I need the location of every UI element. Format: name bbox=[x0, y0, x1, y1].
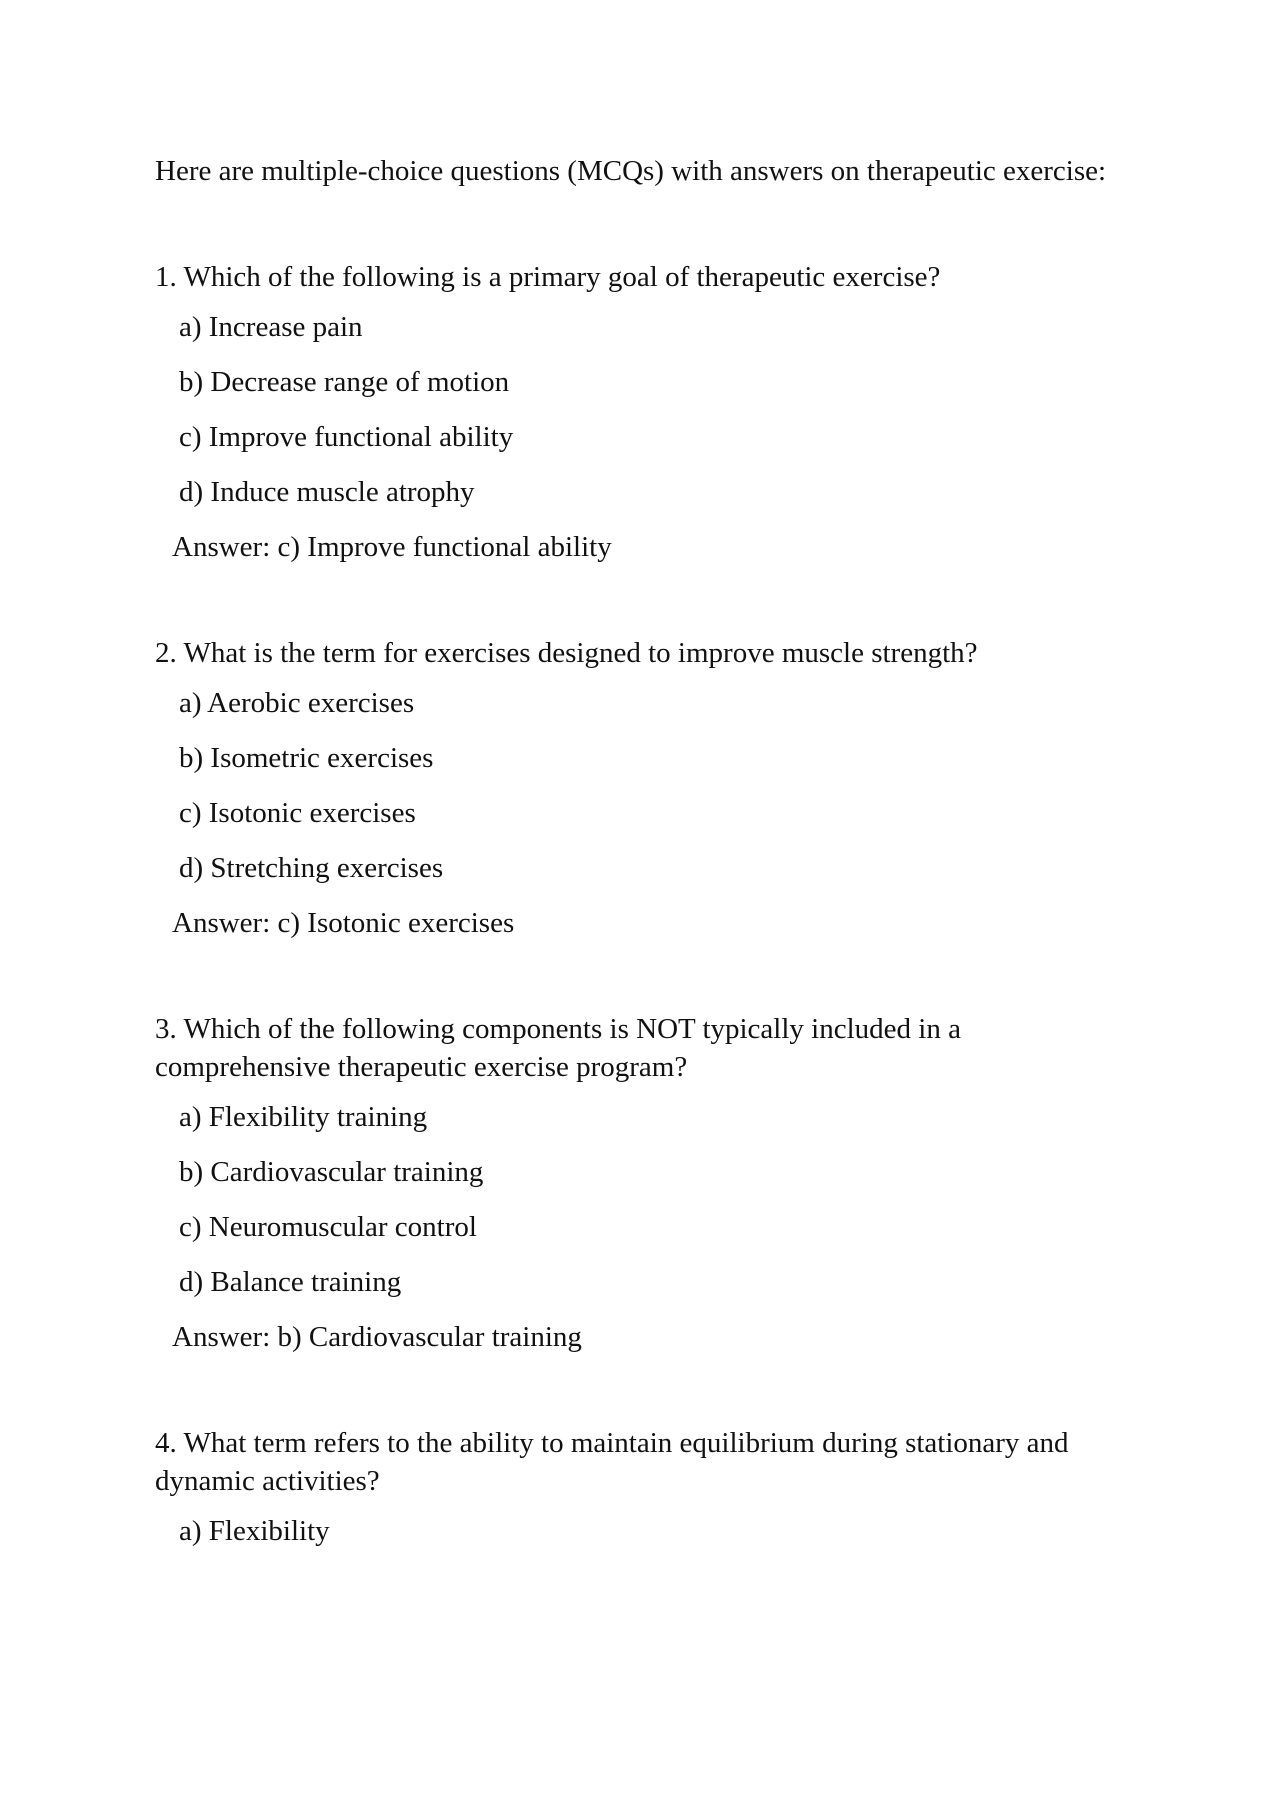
option-item: c) Isotonic exercises bbox=[179, 797, 416, 829]
question-text: 3. Which of the following components is NOT typically included in a comprehensive therapeutic exercise program? bbox=[155, 1013, 961, 1083]
option-item: a) Increase pain bbox=[179, 311, 363, 343]
option-list bbox=[155, 1512, 1135, 1550]
intro-paragraph: Here are multiple-choice questions (MCQs) with answers on therapeutic exercise: bbox=[155, 155, 1107, 187]
option-item: d) Induce muscle atrophy bbox=[179, 476, 475, 508]
answer-line: Answer: c) Isotonic exercises bbox=[172, 907, 515, 939]
option-item: b) Cardiovascular training bbox=[179, 1156, 484, 1188]
option-item: d) Balance training bbox=[179, 1266, 402, 1298]
option-list bbox=[155, 684, 1135, 887]
option-item: d) Stretching exercises bbox=[179, 852, 444, 884]
question-block-2 bbox=[155, 634, 1135, 942]
option-item: b) Decrease range of motion bbox=[179, 366, 510, 398]
option-item: c) Improve functional ability bbox=[179, 421, 514, 453]
question-block-1 bbox=[155, 258, 1135, 566]
question-block-3 bbox=[155, 1010, 1135, 1356]
question-text: 2. What is the term for exercises designed to improve muscle strength? bbox=[155, 637, 978, 669]
option-list bbox=[155, 1098, 1135, 1301]
option-item: a) Flexibility training bbox=[179, 1101, 428, 1133]
question-block-4 bbox=[155, 1424, 1135, 1550]
option-list bbox=[155, 308, 1135, 511]
question-text: 1. Which of the following is a primary goal of therapeutic exercise? bbox=[155, 261, 941, 293]
option-item: b) Isometric exercises bbox=[179, 742, 434, 774]
option-item: c) Neuromuscular control bbox=[179, 1211, 477, 1243]
option-item: a) Flexibility bbox=[179, 1515, 330, 1547]
document-page bbox=[155, 152, 1135, 1618]
answer-line: Answer: c) Improve functional ability bbox=[172, 531, 612, 563]
option-item: a) Aerobic exercises bbox=[179, 687, 415, 719]
answer-line: Answer: b) Cardiovascular training bbox=[172, 1321, 582, 1353]
question-text: 4. What term refers to the ability to maintain equilibrium during stationary and dynamic activities? bbox=[155, 1427, 1069, 1497]
